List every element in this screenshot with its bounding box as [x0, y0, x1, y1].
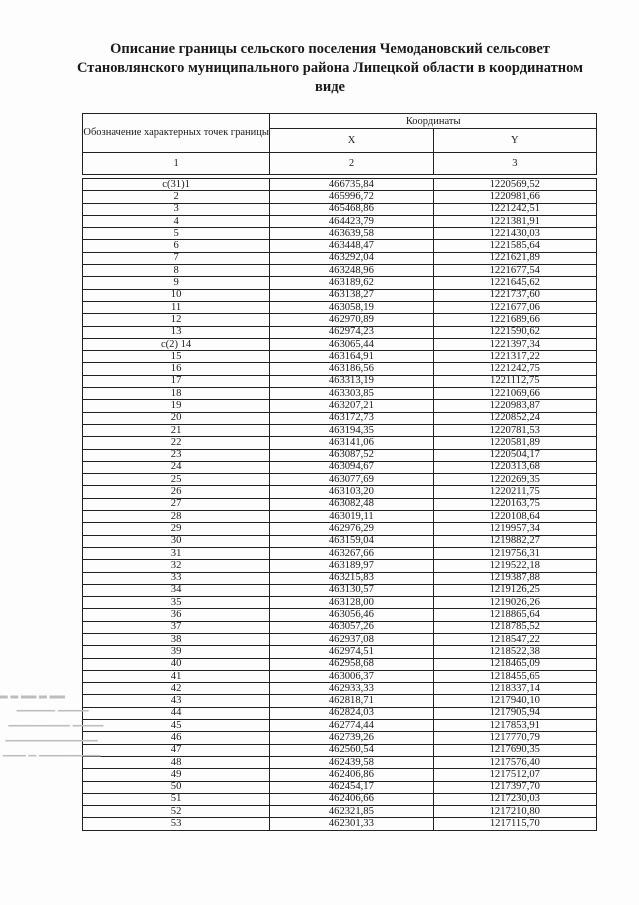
- x-coordinate-cell: 463186,56: [270, 363, 433, 375]
- point-designation-cell: 28: [83, 511, 270, 523]
- x-coordinate-cell: 462818,71: [270, 695, 433, 707]
- point-designation-cell: 23: [83, 449, 270, 461]
- y-coordinate-cell: 1217940,10: [433, 695, 596, 707]
- point-designation-cell: 26: [83, 486, 270, 498]
- y-coordinate-cell: 1221585,64: [433, 240, 596, 252]
- x-coordinate-cell: 463267,66: [270, 547, 433, 559]
- y-coordinate-cell: 1217853,91: [433, 720, 596, 732]
- table-row: [83, 265, 597, 277]
- point-designation-cell: 38: [83, 633, 270, 645]
- point-designation-cell: с(2) 14: [83, 338, 270, 350]
- point-designation-cell: 43: [83, 695, 270, 707]
- y-coordinate-cell: 1218337,14: [433, 683, 596, 695]
- y-coordinate-cell: 1219126,25: [433, 584, 596, 596]
- y-coordinate-cell: 1221317,22: [433, 351, 596, 363]
- header-col-number-3: 3: [433, 153, 596, 175]
- y-coordinate-cell: 1219522,18: [433, 560, 596, 572]
- y-coordinate-cell: 1221677,54: [433, 265, 596, 277]
- x-coordinate-cell: 463448,47: [270, 240, 433, 252]
- point-designation-cell: 34: [83, 584, 270, 596]
- table-row: [83, 252, 597, 264]
- point-designation-cell: 18: [83, 388, 270, 400]
- title-line-1: Описание границы сельского поселения Чемодановский сельсовет: [110, 41, 550, 57]
- table-row: [83, 597, 597, 609]
- x-coordinate-cell: 463058,19: [270, 301, 433, 313]
- header-col-number-2: 2: [270, 153, 433, 175]
- y-coordinate-cell: 1217770,79: [433, 732, 596, 744]
- table-row: [83, 449, 597, 461]
- x-coordinate-cell: 462974,51: [270, 646, 433, 658]
- x-coordinate-cell: 463215,83: [270, 572, 433, 584]
- table-row: [83, 215, 597, 227]
- x-coordinate-cell: 462454,17: [270, 781, 433, 793]
- x-coordinate-cell: 463292,04: [270, 252, 433, 264]
- x-coordinate-cell: 462958,68: [270, 658, 433, 670]
- title-line-3: виде: [315, 79, 345, 95]
- table-row: [83, 289, 597, 301]
- point-designation-cell: 29: [83, 523, 270, 535]
- x-coordinate-cell: 463248,96: [270, 265, 433, 277]
- y-coordinate-cell: 1218455,65: [433, 670, 596, 682]
- point-designation-cell: 25: [83, 474, 270, 486]
- y-coordinate-cell: 1217576,40: [433, 756, 596, 768]
- point-designation-cell: 2: [83, 191, 270, 203]
- point-designation-cell: 51: [83, 793, 270, 805]
- table-row: [83, 781, 597, 793]
- point-designation-cell: 35: [83, 597, 270, 609]
- point-designation-cell: 7: [83, 252, 270, 264]
- y-coordinate-cell: 1221397,34: [433, 338, 596, 350]
- table-row: [83, 707, 597, 719]
- table-row: [83, 511, 597, 523]
- x-coordinate-cell: 462739,26: [270, 732, 433, 744]
- point-designation-cell: 5: [83, 228, 270, 240]
- x-coordinate-cell: 462970,89: [270, 314, 433, 326]
- y-coordinate-cell: 1220983,87: [433, 400, 596, 412]
- y-coordinate-cell: 1217210,80: [433, 806, 596, 818]
- table-row: [83, 474, 597, 486]
- y-coordinate-cell: 1217230,03: [433, 793, 596, 805]
- y-coordinate-cell: 1217397,70: [433, 781, 596, 793]
- point-designation-cell: 12: [83, 314, 270, 326]
- table-row: [83, 818, 597, 830]
- table-row: [83, 351, 597, 363]
- y-coordinate-cell: 1221242,51: [433, 203, 596, 215]
- x-coordinate-cell: 463639,58: [270, 228, 433, 240]
- point-designation-cell: 48: [83, 756, 270, 768]
- table-row: [83, 400, 597, 412]
- point-designation-cell: 4: [83, 215, 270, 227]
- point-designation-cell: 19: [83, 400, 270, 412]
- point-designation-cell: 32: [83, 560, 270, 572]
- point-designation-cell: 8: [83, 265, 270, 277]
- x-coordinate-cell: 462301,33: [270, 818, 433, 830]
- point-designation-cell: 27: [83, 498, 270, 510]
- x-coordinate-cell: 463056,46: [270, 609, 433, 621]
- y-coordinate-cell: 1217905,94: [433, 707, 596, 719]
- table-row: [83, 412, 597, 424]
- x-coordinate-cell: 462321,85: [270, 806, 433, 818]
- x-coordinate-cell: 463303,85: [270, 388, 433, 400]
- bleed-through-text: ▁▁▁ ▁ ▁▁▁▁▁▁▁▁: [0, 746, 101, 757]
- x-coordinate-cell: 464423,79: [270, 215, 433, 227]
- table-row: [83, 720, 597, 732]
- y-coordinate-cell: 1221677,06: [433, 301, 596, 313]
- table-row: [83, 375, 597, 387]
- point-designation-cell: 20: [83, 412, 270, 424]
- y-coordinate-cell: 1221381,91: [433, 215, 596, 227]
- table-row: [83, 584, 597, 596]
- bleed-through-text: ▁▁▁▁▁▁▁▁▁▁▁▁: [0, 731, 98, 742]
- y-coordinate-cell: 1218465,09: [433, 658, 596, 670]
- y-coordinate-cell: 1221645,62: [433, 277, 596, 289]
- y-coordinate-cell: 1219756,31: [433, 547, 596, 559]
- x-coordinate-cell: 463164,91: [270, 351, 433, 363]
- table-row: [83, 646, 597, 658]
- x-coordinate-cell: 463082,48: [270, 498, 433, 510]
- table-row: [83, 547, 597, 559]
- point-designation-cell: 44: [83, 707, 270, 719]
- y-coordinate-cell: 1218522,38: [433, 646, 596, 658]
- x-coordinate-cell: 463313,19: [270, 375, 433, 387]
- table-row: [83, 388, 597, 400]
- point-designation-cell: 45: [83, 720, 270, 732]
- point-designation-cell: 49: [83, 769, 270, 781]
- x-coordinate-cell: 462974,23: [270, 326, 433, 338]
- bleed-through-text: ▂ ▂ ▂▂ ▂ ▂▂: [0, 688, 65, 699]
- table-row: [83, 535, 597, 547]
- header-x: X: [270, 129, 433, 153]
- y-coordinate-cell: 1220852,24: [433, 412, 596, 424]
- point-designation-cell: 40: [83, 658, 270, 670]
- x-coordinate-cell: 462439,58: [270, 756, 433, 768]
- y-coordinate-cell: 1220781,53: [433, 424, 596, 436]
- table-row: [83, 560, 597, 572]
- point-designation-cell: 6: [83, 240, 270, 252]
- table-row: [83, 756, 597, 768]
- x-coordinate-cell: 463159,04: [270, 535, 433, 547]
- x-coordinate-cell: 466735,84: [270, 179, 433, 191]
- point-designation-cell: 16: [83, 363, 270, 375]
- y-coordinate-cell: 1217690,35: [433, 744, 596, 756]
- table-row: [83, 670, 597, 682]
- x-coordinate-cell: 462560,54: [270, 744, 433, 756]
- table-row: [83, 314, 597, 326]
- coordinates-table: [82, 178, 597, 831]
- table-row: [83, 486, 597, 498]
- point-designation-cell: 10: [83, 289, 270, 301]
- point-designation-cell: 41: [83, 670, 270, 682]
- table-row: [83, 179, 597, 191]
- table-row: [83, 437, 597, 449]
- x-coordinate-cell: 463194,35: [270, 424, 433, 436]
- x-coordinate-cell: 463006,37: [270, 670, 433, 682]
- coordinates-table-body: [83, 179, 597, 831]
- x-coordinate-cell: 463065,44: [270, 338, 433, 350]
- x-coordinate-cell: 463087,52: [270, 449, 433, 461]
- x-coordinate-cell: 462976,29: [270, 523, 433, 535]
- y-coordinate-cell: 1221590,62: [433, 326, 596, 338]
- table-row: [83, 683, 597, 695]
- x-coordinate-cell: 463141,06: [270, 437, 433, 449]
- table-row: [83, 326, 597, 338]
- table-row: [83, 301, 597, 313]
- x-coordinate-cell: 463172,73: [270, 412, 433, 424]
- y-coordinate-cell: 1218785,52: [433, 621, 596, 633]
- table-row: [83, 769, 597, 781]
- y-coordinate-cell: 1220569,52: [433, 179, 596, 191]
- y-coordinate-cell: 1221430,03: [433, 228, 596, 240]
- y-coordinate-cell: 1217512,07: [433, 769, 596, 781]
- table-row: [83, 732, 597, 744]
- header-col-number-1: 1: [83, 153, 270, 175]
- x-coordinate-cell: 462406,66: [270, 793, 433, 805]
- table-header: [82, 113, 597, 175]
- x-coordinate-cell: 463057,26: [270, 621, 433, 633]
- x-coordinate-cell: 462937,08: [270, 633, 433, 645]
- x-coordinate-cell: 463094,67: [270, 461, 433, 473]
- point-designation-cell: 52: [83, 806, 270, 818]
- point-designation-cell: 31: [83, 547, 270, 559]
- document-title: [60, 40, 600, 97]
- table-row: [83, 609, 597, 621]
- table-row: [83, 228, 597, 240]
- point-designation-cell: 46: [83, 732, 270, 744]
- point-designation-cell: 47: [83, 744, 270, 756]
- x-coordinate-cell: 463130,57: [270, 584, 433, 596]
- table-row: [83, 424, 597, 436]
- point-designation-cell: 39: [83, 646, 270, 658]
- x-coordinate-cell: 463189,62: [270, 277, 433, 289]
- point-designation-cell: 24: [83, 461, 270, 473]
- y-coordinate-cell: 1221737,60: [433, 289, 596, 301]
- table-row: [83, 498, 597, 510]
- table-row: [83, 277, 597, 289]
- y-coordinate-cell: 1221242,75: [433, 363, 596, 375]
- point-designation-cell: 3: [83, 203, 270, 215]
- y-coordinate-cell: 1220504,17: [433, 449, 596, 461]
- x-coordinate-cell: 463207,21: [270, 400, 433, 412]
- y-coordinate-cell: 1218547,22: [433, 633, 596, 645]
- x-coordinate-cell: 463128,00: [270, 597, 433, 609]
- point-designation-cell: 42: [83, 683, 270, 695]
- y-coordinate-cell: 1221621,89: [433, 252, 596, 264]
- table-row: [83, 633, 597, 645]
- x-coordinate-cell: 465996,72: [270, 191, 433, 203]
- table-row: [83, 806, 597, 818]
- point-designation-cell: 11: [83, 301, 270, 313]
- table-row: [83, 621, 597, 633]
- y-coordinate-cell: 1219387,88: [433, 572, 596, 584]
- point-designation-cell: 15: [83, 351, 270, 363]
- point-designation-cell: 50: [83, 781, 270, 793]
- table-row: [83, 461, 597, 473]
- point-designation-cell: 33: [83, 572, 270, 584]
- y-coordinate-cell: 1218865,64: [433, 609, 596, 621]
- y-coordinate-cell: 1221689,66: [433, 314, 596, 326]
- point-designation-cell: с(31)1: [83, 179, 270, 191]
- x-coordinate-cell: 463077,69: [270, 474, 433, 486]
- table-row: [83, 363, 597, 375]
- y-coordinate-cell: 1221069,66: [433, 388, 596, 400]
- point-designation-cell: 22: [83, 437, 270, 449]
- table-row: [83, 572, 597, 584]
- point-designation-cell: 37: [83, 621, 270, 633]
- x-coordinate-cell: 462933,33: [270, 683, 433, 695]
- table-row: [83, 658, 597, 670]
- table-row: [83, 203, 597, 215]
- y-coordinate-cell: 1220313,68: [433, 461, 596, 473]
- y-coordinate-cell: 1219882,27: [433, 535, 596, 547]
- point-designation-cell: 17: [83, 375, 270, 387]
- point-designation-cell: 36: [83, 609, 270, 621]
- point-designation-cell: 21: [83, 424, 270, 436]
- point-designation-cell: 53: [83, 818, 270, 830]
- header-coordinates: Координаты: [270, 114, 597, 129]
- y-coordinate-cell: 1220581,89: [433, 437, 596, 449]
- y-coordinate-cell: 1220108,64: [433, 511, 596, 523]
- y-coordinate-cell: 1220269,35: [433, 474, 596, 486]
- header-point-designation: Обозначение характерных точек границы: [83, 114, 270, 153]
- y-coordinate-cell: 1217115,70: [433, 818, 596, 830]
- y-coordinate-cell: 1220211,75: [433, 486, 596, 498]
- table-row: [83, 695, 597, 707]
- y-coordinate-cell: 1221112,75: [433, 375, 596, 387]
- x-coordinate-cell: 465468,86: [270, 203, 433, 215]
- x-coordinate-cell: 463019,11: [270, 511, 433, 523]
- point-designation-cell: 30: [83, 535, 270, 547]
- table-row: [83, 523, 597, 535]
- x-coordinate-cell: 463103,20: [270, 486, 433, 498]
- x-coordinate-cell: 463138,27: [270, 289, 433, 301]
- table-row: [83, 793, 597, 805]
- x-coordinate-cell: 462774,44: [270, 720, 433, 732]
- x-coordinate-cell: 463189,97: [270, 560, 433, 572]
- table-row: [83, 744, 597, 756]
- title-line-2: Становлянского муниципального района Липецкой области в координатном: [77, 60, 583, 76]
- header-y: Y: [433, 129, 596, 153]
- table-row: [83, 191, 597, 203]
- bleed-through-text: ▁▁▁▁▁▁▁▁ ▁▁▁▁: [0, 716, 104, 727]
- bleed-through-text: ▁▁▁▁▁ ▁▁▁▁: [0, 701, 89, 712]
- point-designation-cell: 9: [83, 277, 270, 289]
- y-coordinate-cell: 1220981,66: [433, 191, 596, 203]
- table-row: [83, 240, 597, 252]
- y-coordinate-cell: 1219026,26: [433, 597, 596, 609]
- y-coordinate-cell: 1219957,34: [433, 523, 596, 535]
- x-coordinate-cell: 462824,03: [270, 707, 433, 719]
- point-designation-cell: 13: [83, 326, 270, 338]
- x-coordinate-cell: 462406,86: [270, 769, 433, 781]
- table-row: [83, 338, 597, 350]
- y-coordinate-cell: 1220163,75: [433, 498, 596, 510]
